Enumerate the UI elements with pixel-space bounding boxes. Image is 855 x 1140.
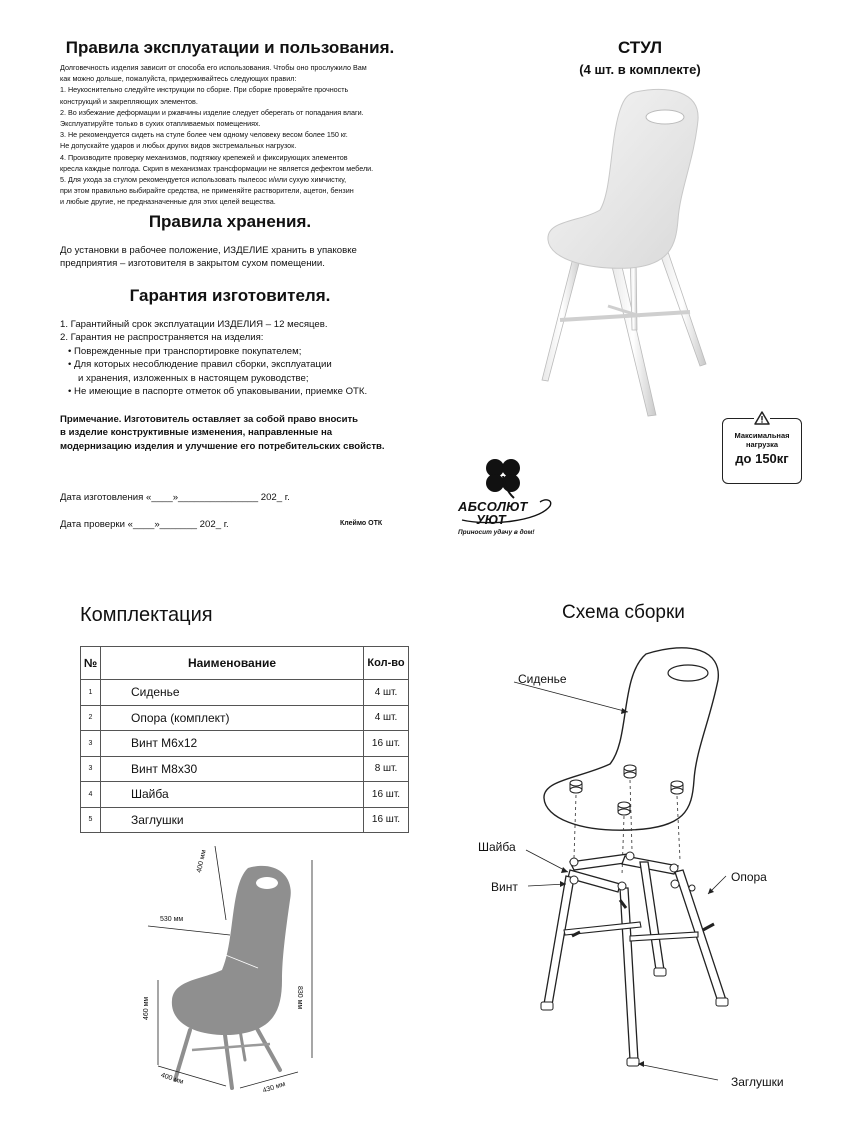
row-name: Винт М8х30 — [101, 756, 364, 782]
row-number: 4 — [81, 782, 101, 808]
row-qty: 16 шт. — [364, 782, 409, 808]
warning-icon — [754, 410, 770, 426]
storage-title: Правила хранения. — [148, 212, 312, 231]
brand-name-2: УЮТ — [476, 512, 506, 527]
assembly-title: Схема сборки — [562, 602, 685, 623]
dim-seat-height: 460 мм — [143, 996, 150, 1020]
header-name: Наименование — [101, 647, 364, 680]
clover-logo-icon — [480, 454, 526, 500]
dim-depth: 400 мм — [159, 1072, 185, 1086]
warranty-text: 1. Гарантийный срок эксплуатации ИЗДЕЛИЯ – 12 месяцев. 2. Гарантия не распространяется на изделия: • Поврежденные при транспортировке покупателем; • Для которых несоблюдение правил сборки, эксплуатации и хранения, изложенных в настоящем руководстве; • Не имеющие в паспорте отметок об упаковывании, приемке ОТК. — [60, 319, 368, 398]
dim-back: 400 мм — [196, 849, 208, 874]
dim-height: 830 мм — [296, 986, 303, 1010]
load-label-2: нагрузка — [745, 440, 779, 449]
row-qty: 16 шт. — [364, 807, 409, 833]
warranty-title: Гарантия изготовителя. — [129, 286, 331, 305]
dim-width: 530 мм — [160, 916, 184, 923]
brand-name-1: АБСОЛЮТ — [458, 499, 528, 514]
table-row — [81, 782, 409, 808]
row-name: Винт М6х12 — [101, 731, 364, 757]
table-row — [81, 731, 409, 757]
row-number: 3 — [81, 731, 101, 757]
load-label-1: Максимальная — [734, 431, 790, 440]
table-row — [81, 705, 409, 731]
row-qty: 4 шт. — [364, 680, 409, 706]
row-name: Сиденье — [101, 680, 364, 706]
header-number: № — [81, 647, 101, 680]
table-row — [81, 756, 409, 782]
row-number: 1 — [81, 680, 101, 706]
table-row — [81, 680, 409, 706]
usage-rules-title: Правила эксплуатации и пользования. — [65, 38, 395, 57]
row-qty: 16 шт. — [364, 731, 409, 757]
product-title: СТУЛ — [617, 38, 663, 57]
row-name: Заглушки — [101, 807, 364, 833]
storage-text: До установки в рабочее положение, ИЗДЕЛИЕ хранить в упаковке предприятия – изготовителя в закрытом сухом помещении. — [60, 245, 357, 270]
row-qty: 8 шт. — [364, 756, 409, 782]
row-number: 3 — [81, 756, 101, 782]
max-load-badge — [722, 418, 802, 484]
row-name: Шайба — [101, 782, 364, 808]
row-name: Опора (комплект) — [101, 705, 364, 731]
assembly-label-caps: Заглушки — [731, 1075, 784, 1089]
manufacture-date: Дата изготовления «____»_______________ 202_ г. — [60, 492, 290, 503]
usage-rules-text: Долговечность изделия зависит от способа его использования. Чтобы оно прослужило Вам как можно дольше, пожалуйста, придерживайтесь следующих правил: 1. Неукоснительно следуйте инструкции по сборке. При сборке проверяйте прочность конструкций и закрепляющих элементов. 2. Во избежание деформации и ржавчины изделие следует оберегать от попадания влаги. Эксплуатируйте только в сухих отапливаемых помещениях. 3. Не рекомендуется сидеть на стуле более чем одному человеку весом более 150 кг. Не допускайте ударов и любых других видов экстремальных нагрузок. 4. Производите проверку механизмов, подтяжку крепежей и фиксирующих элементов кресла каждые полгода. Скрип в механизмах трансформации не является дефектом мебели. 5. Для ухода за стулом рекомендуется использовать пылесос и/или сухую химчистку, при этом правильно выбирайте средства, не применяйте растворители, ацетон, бензин и любые другие, не предназначенные для этих целей вещества. — [60, 63, 374, 207]
chair-photo — [520, 80, 720, 420]
assembly-label-washer: Шайба — [478, 840, 516, 854]
dim-base: 430 мм — [262, 1080, 287, 1095]
check-date: Дата проверки «____»_______ 202_ г. — [60, 519, 229, 530]
warranty-note: Примечание. Изготовитель оставляет за собой право вносить в изделие конструктивные изменения, направленные на модернизацию изделия и улучшение его потребительских свойств. — [60, 414, 385, 452]
kit-table — [80, 646, 409, 833]
product-subtitle: (4 шт. в комплекте) — [579, 62, 701, 77]
kit-table-header — [81, 647, 409, 680]
row-number: 5 — [81, 807, 101, 833]
table-row — [81, 807, 409, 833]
kit-title: Комплектация — [80, 604, 213, 626]
row-number: 2 — [81, 705, 101, 731]
load-value: до 150кг — [735, 451, 789, 466]
header-qty: Кол-во — [364, 647, 409, 680]
assembly-label-seat: Сиденье — [518, 672, 567, 686]
brand-slogan: Приносит удачу в дом! — [458, 529, 535, 536]
assembly-label-screw: Винт — [491, 880, 518, 894]
row-qty: 4 шт. — [364, 705, 409, 731]
brand-logo — [458, 496, 554, 540]
chair-dimensions-drawing — [130, 840, 330, 1090]
assembly-label-support: Опора — [731, 870, 767, 884]
otk-stamp-label: Клеймо ОТК — [340, 520, 383, 527]
dim-seat: 460 мм — [203, 940, 227, 960]
